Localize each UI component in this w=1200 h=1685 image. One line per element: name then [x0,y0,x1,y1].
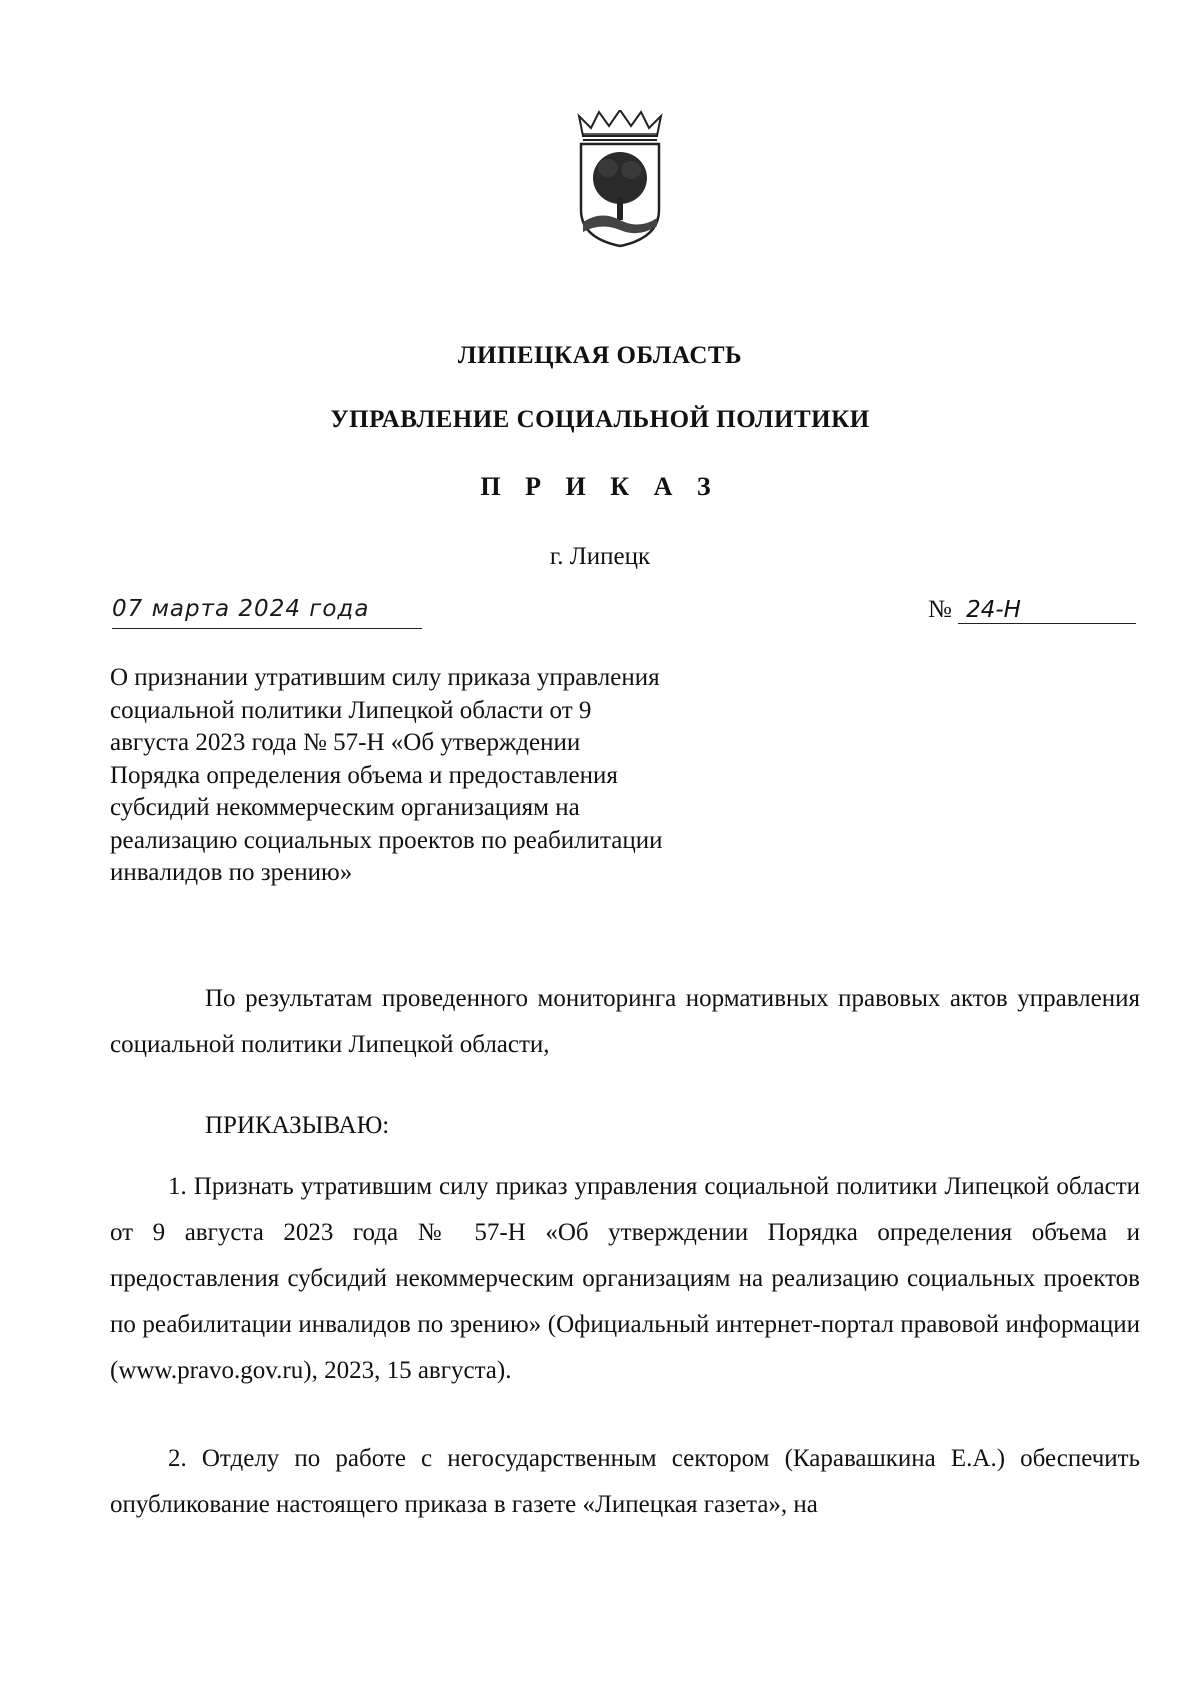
order-date: 07 марта 2024 года [112,596,422,629]
order-subject: О признании утратившим силу приказа управления социальной политики Липецкой области от 9 августа 2023 года № 57-Н «Об утверждении Порядка определения объема и предоставления субсидий некоммерческим организациям на реализацию социальных проектов по реабилитации инвалидов по зрению» [110,664,663,886]
order-number-value: 24-Н [958,597,1136,624]
city-label: г. Липецк [549,543,651,570]
number-sign: № [928,596,952,623]
order-item-2: 2. Отделу по работе с негосударственным сектором (Каравашкина Е.А.) обеспечить опубликование настоящего приказа в газете «Липецкая газета», на [110,1445,1140,1518]
department-title: УПРАВЛЕНИЕ СОЦИАЛЬНОЙ ПОЛИТИКИ [330,406,870,433]
intro-paragraph: По результатам проведенного мониторинга нормативных правовых актов управления социальной политики Липецкой области, [110,985,1140,1058]
document-type-title: П Р И К А З [480,472,720,501]
order-number [928,596,1136,624]
region-title: ЛИПЕЦКАЯ ОБЛАСТЬ [457,342,743,369]
order-heading: ПРИКАЗЫВАЮ: [205,1112,390,1139]
order-item-1: 1. Признать утратившим силу приказ управления социальной политики Липецкой области от 9 августа 2023 года № 57-Н «Об утверждении Порядка определения объема и предоставления субсидий некоммерческим организациям на реализацию социальных проектов по реабилитации инвалидов по зрению» (Официальный интернет-портал правовой информации (www.pravo.gov.ru), 2023, 15 августа). [110,1173,1140,1384]
coat-of-arms-icon [575,110,665,248]
